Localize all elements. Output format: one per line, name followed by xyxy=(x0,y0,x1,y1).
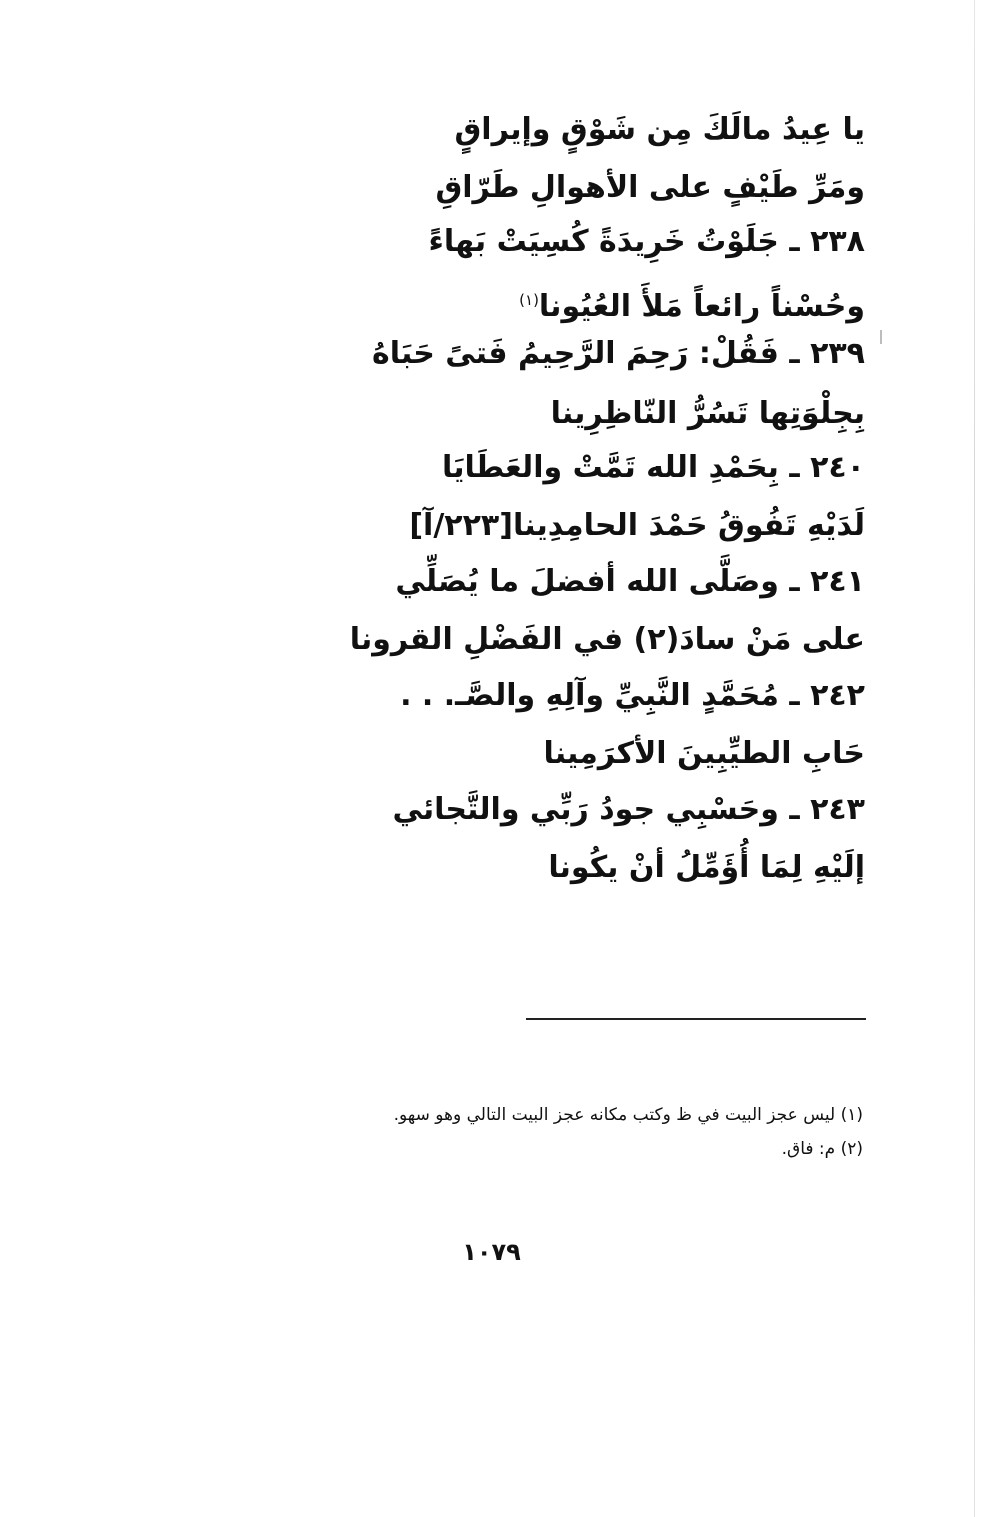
verse-line-14: إلَيْهِ لِمَا أُؤَمِّلُ أنْ يكُونا xyxy=(548,850,865,885)
verse-line-4 xyxy=(519,280,865,327)
verse-line-12: حَابِ الطيِّبِينَ الأكرَمِينا xyxy=(543,736,865,771)
verse-line-5: ٢٣٩ ـ فَقُلْ: رَحِمَ الرَّحِيمُ فَتىً حَبَاهُ xyxy=(372,336,865,371)
verse-line-10: على مَنْ سادَ(٢) في الفَضْلِ القرونا xyxy=(349,622,865,657)
verse-line-3: ٢٣٨ ـ جَلَوْتُ خَرِيدَةً كُسِيَتْ بَهاءً xyxy=(428,224,865,259)
footnote-1: (١) ليس عجز البيت في ظ وكتب مكانه عجز البيت التالي وهو سهو. xyxy=(393,1105,863,1125)
verse-line-7: ٢٤٠ ـ بِحَمْدِ الله تَمَّتْ والعَطَايَا xyxy=(441,450,865,485)
verse-line-2: ومَرِّ طَيْفٍ على الأهوالِ طَرّاقِ xyxy=(435,170,865,205)
scan-mark xyxy=(880,330,882,344)
verse-line-9: ٢٤١ ـ وصَلَّى الله أفضلَ ما يُصَلِّي xyxy=(395,564,865,599)
verse-line-4-text: وحُسْناً رائعاً مَلأَ العُيُونا xyxy=(538,289,865,324)
footnote-2: (٢) م: فاق. xyxy=(781,1139,863,1159)
footnote-separator xyxy=(526,1018,866,1020)
verse-line-8: لَدَيْهِ تَفُوقُ حَمْدَ الحامِدِينا[٢٢٣/آ] xyxy=(409,508,865,543)
scan-edge-shadow xyxy=(974,0,975,1517)
verse-line-11: ٢٤٢ ـ مُحَمَّدٍ النَّبِيِّ وآلِهِ والصَّـ. . . xyxy=(400,678,865,713)
footnote-ref-1: (١) xyxy=(519,291,539,309)
verse-line-1: يا عِيدُ مالَكَ مِن شَوْقٍ وإيراقٍ xyxy=(454,112,865,147)
page-number: ١٠٧٩ xyxy=(462,1238,521,1266)
verse-line-13: ٢٤٣ ـ وحَسْبِي جودُ رَبِّي والتَّجائي xyxy=(392,792,865,827)
verse-line-6: بِجِلْوَتِها تَسُرُّ النّاظِرِينا xyxy=(550,396,865,431)
